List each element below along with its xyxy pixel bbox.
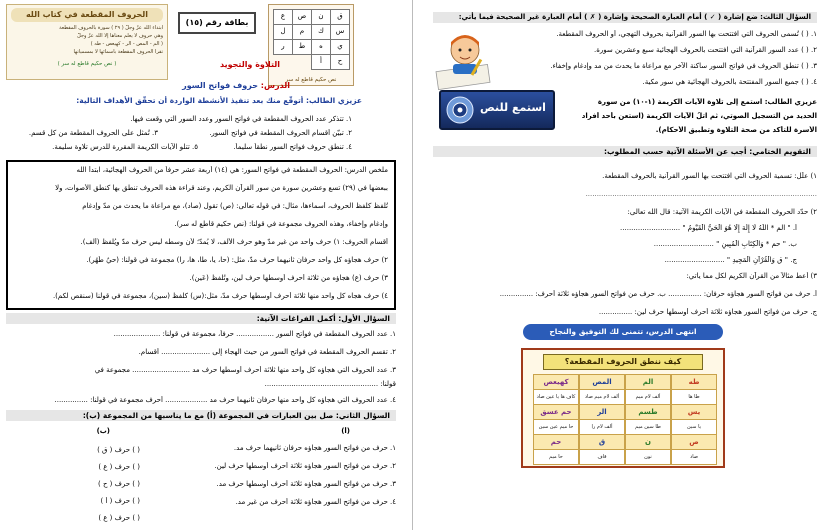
grid-letter-cell: أ bbox=[311, 54, 331, 70]
match-a-4: ٤. حرف من فواتح السور هجاؤه ثلاثة أحرف من غير مد. bbox=[235, 498, 396, 506]
chart-cell: المص bbox=[579, 374, 625, 390]
student-writing-icon bbox=[431, 28, 497, 90]
match-a-2: ٢. حرف من فواتح السور هجاؤه ثلاثة أحرف أوسطها حرف لين. bbox=[214, 462, 396, 470]
match-a-1: ١. حرف من فواتح السور هجاؤه حرفان ثانيهما حرف مد. bbox=[233, 444, 396, 452]
chart-cell: طه bbox=[671, 374, 717, 390]
chart-cell: حا ميم عين سين bbox=[533, 419, 579, 435]
banner-line-3: ( ألم - ألمص - ألر - كهيعص - طه ) bbox=[90, 41, 163, 47]
col-a-label: (أ) bbox=[341, 427, 350, 435]
summary-line-6: ٢) حرف هجاؤه كل واحد حرفان ثانيهما حرف مدّ، مثل: (حا، يا، طا، ها، را) مجموعة في قولنا: (حيٌ طَهُر). bbox=[86, 256, 388, 264]
chart-cell: الر bbox=[579, 404, 625, 420]
summary-line-8: ٤) حرف هجاه كل واحد منها ثلاثة أحرف أوسطها حرف مدّ، مثل:(س) كلفظ (سين)، مجموعة في قولنا (سنقص لكم). bbox=[52, 292, 388, 300]
q3-header: السؤال الثالث: ضع إشارة ( ✓ ) أمام العبارة الصحيحة وإشارة ( ✗ ) أمام العبارة غير الصحيحة فيما يأتي: bbox=[433, 12, 817, 23]
q1-item-3: ٣. عدد الحروف التي هجاؤه كل واحد منها ثلاثة أحرف أوسطها حرف مد .......................... مجموعة في bbox=[94, 366, 396, 374]
col-b-label: (ب) bbox=[96, 427, 110, 435]
banner-title: الحروف المقطعة في كتاب الله bbox=[11, 8, 163, 22]
chart-cell: حم bbox=[533, 434, 579, 450]
match-b-3: ( ) حرف ( ح ) bbox=[97, 480, 140, 488]
q3-item-2: ٢. ( ) عدد السور القرآنية التي افتتحت بالحروف الهجائية سبع وعشرين سورة. bbox=[593, 46, 817, 54]
chart-cell: حا ميم bbox=[533, 449, 579, 465]
chart-cell: كاف ها يا عين صاد bbox=[533, 389, 579, 405]
q2-header: السؤال الثاني: صل بين العبارات في المجموعة (أ) مع ما يناسبها من المجموعة (ب): bbox=[6, 410, 396, 421]
q1-item-2: ٢. تقسم الحروف المقطعة في فواتح السور من حيث الهجاء إلى ...................... أقسام. bbox=[138, 348, 396, 356]
q3-item-3: ٣. ( ) تنطق الحروف في فواتح السور ساكنة الآخر مع مراعاة ما يحدث من مد وإدغام وإخفاء. bbox=[550, 62, 817, 70]
banner-line-2: وهي حروف لا يعلم معناها إلا الله عزّ وجلّ bbox=[77, 33, 163, 39]
summary-box bbox=[6, 160, 396, 310]
chart-title: كيف ننطق الحروف المقطعة؟ bbox=[543, 354, 703, 370]
chart-cell: طسم bbox=[625, 404, 671, 420]
objective-4: ٤. تنطق حروف فواتح السور نطقاً سليماً. bbox=[233, 143, 352, 151]
objective-1: ١. تتذكر عدد الحروف المقطعة في فواتح السور وعدد السور التي وقعت فيها. bbox=[130, 115, 352, 123]
chart-cell: ألف لام ميم صاد bbox=[579, 389, 625, 405]
chart-cell: ق bbox=[579, 434, 625, 450]
end-banner: انتهى الدرس، تتمنى لك التوفيق والنجاح bbox=[523, 324, 723, 340]
speaker-icon bbox=[445, 95, 475, 125]
chart-cell: ألف لام را bbox=[579, 419, 625, 435]
listen-label: استمع للنص bbox=[480, 101, 546, 114]
final-item-1-blank: ........................................................................................................ bbox=[585, 190, 817, 198]
chart-cell: قاف bbox=[579, 449, 625, 465]
final-item-3c: ج. حرف من فواتح السور هجاؤه ثلاثة أحرف أوسطها حرف لين: ............... bbox=[598, 308, 817, 316]
q1-item-3b: قولنا: ................................................... bbox=[264, 380, 396, 388]
final-item-3: ٣) أعط مثالاً من القرآن الكريم لكل مما يأتي: bbox=[686, 272, 817, 280]
left-page bbox=[0, 0, 410, 530]
final-item-1: ١) علّل: تسمية الحروف التي افتتحت بها السور القرآنية بالحروف المقطعة. bbox=[602, 172, 817, 180]
subject-title: التلاوة والتجويد bbox=[220, 60, 280, 69]
grid-letter-cell: ه bbox=[311, 39, 331, 55]
lesson-line bbox=[170, 80, 290, 92]
grid-letter-cell: ن bbox=[311, 9, 331, 25]
grid-letter-cell: س bbox=[330, 24, 350, 40]
summary-line-4: وإدغام وإخفاء، وهذه الحروف مجموعة في قولنا: (نص حكيم قاطع له سر). bbox=[174, 220, 388, 228]
final-item-2a: أ. " الم * اللَّهُ لَا إِلَهَ إِلَّا هُوَ الْحَيُّ الْقَيُّومُ " ........................... bbox=[620, 224, 797, 232]
grid-letter-cell: ط bbox=[292, 39, 312, 55]
lesson-title: حروف فواتح السور bbox=[182, 81, 258, 90]
summary-line-1: ملخص الدرس: الحروف المقطعة في فواتح السور: هي (١٤) أربعة عشر حرفاً من الحروف الهجائية، ابتدأ الله bbox=[76, 166, 388, 174]
summary-line-7: ٣) حرف (ع) هجاؤه من ثلاثة أحرف أوسطها حرف لين، وتُلفظ (عَين). bbox=[189, 274, 388, 282]
objective-5: ٥. تتلو الآيات الكريمة المقررة للدرس تلاوة سليمة. bbox=[52, 143, 198, 151]
grid-caption: نص حكيم قاطع له سر bbox=[285, 77, 337, 83]
grid-letter-cell: ر bbox=[273, 39, 293, 55]
grid-letter-cell: ح bbox=[330, 54, 350, 70]
chart-cell: ص bbox=[671, 434, 717, 450]
chart-cell: كهيعص bbox=[533, 374, 579, 390]
objective-3: ٣. تُمثل على الحروف المقطعة من كل قسم. bbox=[28, 129, 158, 137]
chart-cell: ن bbox=[625, 434, 671, 450]
grid-letter-cell: ص bbox=[292, 9, 312, 25]
listen-banner[interactable] bbox=[439, 90, 555, 130]
match-b-4: ( ) حرف ( أ ) bbox=[100, 497, 140, 505]
chart-cell: الم bbox=[625, 374, 671, 390]
grid-letter-cell: م bbox=[292, 24, 312, 40]
summary-line-3: تُلفظ كلفظ الحروف، أسماءها، مثال: في قوله تعالى: (ص) تقول (صاد)، مع مراعاة ما يحدث من مدّ وإدغام bbox=[82, 202, 388, 210]
chart-cell: حم عسق bbox=[533, 404, 579, 420]
objectives-intro: عزيزي الطالب: أتوقّع منك بعد تنفيذ الأنشطة الواردة أن تحقّق الأهداف التالية: bbox=[76, 96, 362, 105]
grid-letter-cell: ق bbox=[330, 9, 350, 25]
final-item-2b: ب. " حم * وَالْكِتَابِ الْمُبِينِ " ........................... bbox=[653, 240, 797, 248]
letter-grid bbox=[268, 4, 354, 86]
chart-cell: طا ها bbox=[671, 389, 717, 405]
match-b-2: ( ) حرف ( ع ) bbox=[98, 463, 140, 471]
chart-cell: يا سين bbox=[671, 419, 717, 435]
summary-line-2: ببعضها في (٢٩) تسع وعشرين سورة من سور القرآن الكريم، وعند قراءة هذه الحروف تنطق بها كنطق الأصوات، ولا bbox=[55, 184, 388, 192]
grid-letter-cell: ي bbox=[330, 39, 350, 55]
chart-cell: صاد bbox=[671, 449, 717, 465]
q1-item-4: ٤. عدد الحروف التي هجاؤه كل واحد منها حرفان ثانيهما حرف مد ................... أحرف مجموعة في قولنا: ............... bbox=[54, 396, 396, 404]
final-item-2c: ج. " ق وَالْقُرْآنِ الْمَجِيدِ " ........................... bbox=[664, 256, 797, 264]
lesson-label: الدرس: bbox=[260, 81, 290, 90]
banner-line-5: ( نص حكيم قاطع له سر ) bbox=[57, 61, 117, 67]
q3-item-1: ١. ( ) تُسمى الحروف التي افتتحت بها السور القرآنية بحروف التهجي، أو الحروف المقطعة. bbox=[556, 30, 817, 38]
banner-line-1: ابتداء الله عزّ وجلّ ( ٢٩ ) سورة بالحروف المقطعة bbox=[59, 25, 163, 31]
final-item-2: ٢) حدّد الحروف المقطّعة في الآيات الكريمة الآتية: قال الله تعالى: bbox=[627, 208, 817, 216]
match-b-1: ( ) حرف ( ق ) bbox=[97, 446, 140, 454]
chart-cell: نون bbox=[625, 449, 671, 465]
listen-line-1: عزيزي الطالب: استمع إلى تلاوة الآيات الكريمة (١-١٠) من سورة bbox=[597, 98, 817, 106]
final-item-3ab: أ. حرف من فواتح السور هجاؤه حرفان: ............... ب. حرف من فواتح السور هجاؤه ثلاثة أحرف: ............... bbox=[499, 290, 817, 298]
grid-letter-cell: ل bbox=[273, 24, 293, 40]
student-illustration bbox=[431, 28, 497, 90]
q1-header: السؤال الأول: أكمل الفراغات الآتية: bbox=[6, 313, 396, 324]
listen-line-3: الأسرة للتأكد من صحة التلاوة وتطبيق الأحكام). bbox=[655, 126, 817, 134]
banner-line-4: تقرأ الحروف المقطعة بأسمائها لا بمسمياتها bbox=[73, 49, 163, 55]
letters-chart bbox=[521, 348, 725, 468]
banner-image bbox=[6, 4, 168, 80]
objective-2: ٢. تبيّن أقسام الحروف المقطعة في فواتح السور. bbox=[209, 129, 352, 137]
q3-item-4: ٤. ( ) جميع السور المفتتحة بالحروف الهجائية هي سور مكية. bbox=[642, 78, 817, 86]
summary-line-5: أقسام الحروف: ١) حرف واحد من غير مدّ وهو حرف الألف، لا يُمدّ؛ لأن وسطه ليس حرف مدّ ويُلفظ (ألف). bbox=[80, 238, 388, 246]
card-label: بطاقة رقم (١٥) bbox=[178, 12, 256, 34]
right-page bbox=[412, 0, 822, 530]
final-header: التقويم الختامي: أجب عن الأسئلة الآتية حسب المطلوب: bbox=[433, 146, 817, 157]
q1-item-1: ١. عدد الحروف المقطعة في فواتح السور ................. حرفاً، مجموعة في قولنا: ..................... bbox=[113, 330, 396, 338]
listen-line-2: الحديد من التسجيل الصوتي، ثم اتلُ الآيات الكريمة (استعن بأحد أفراد bbox=[581, 112, 817, 120]
match-a-3: ٣. حرف من فواتح السور هجاؤه ثلاثة أحرف أوسطها حرف مد. bbox=[216, 480, 396, 488]
grid-letter-cell: ك bbox=[311, 24, 331, 40]
grid-letter-cell: ع bbox=[273, 9, 293, 25]
chart-cell: ألف لام ميم bbox=[625, 389, 671, 405]
chart-cell: يس bbox=[671, 404, 717, 420]
chart-cell: طا سين ميم bbox=[625, 419, 671, 435]
match-b-5: ( ) حرف ( ع ) bbox=[98, 514, 140, 522]
